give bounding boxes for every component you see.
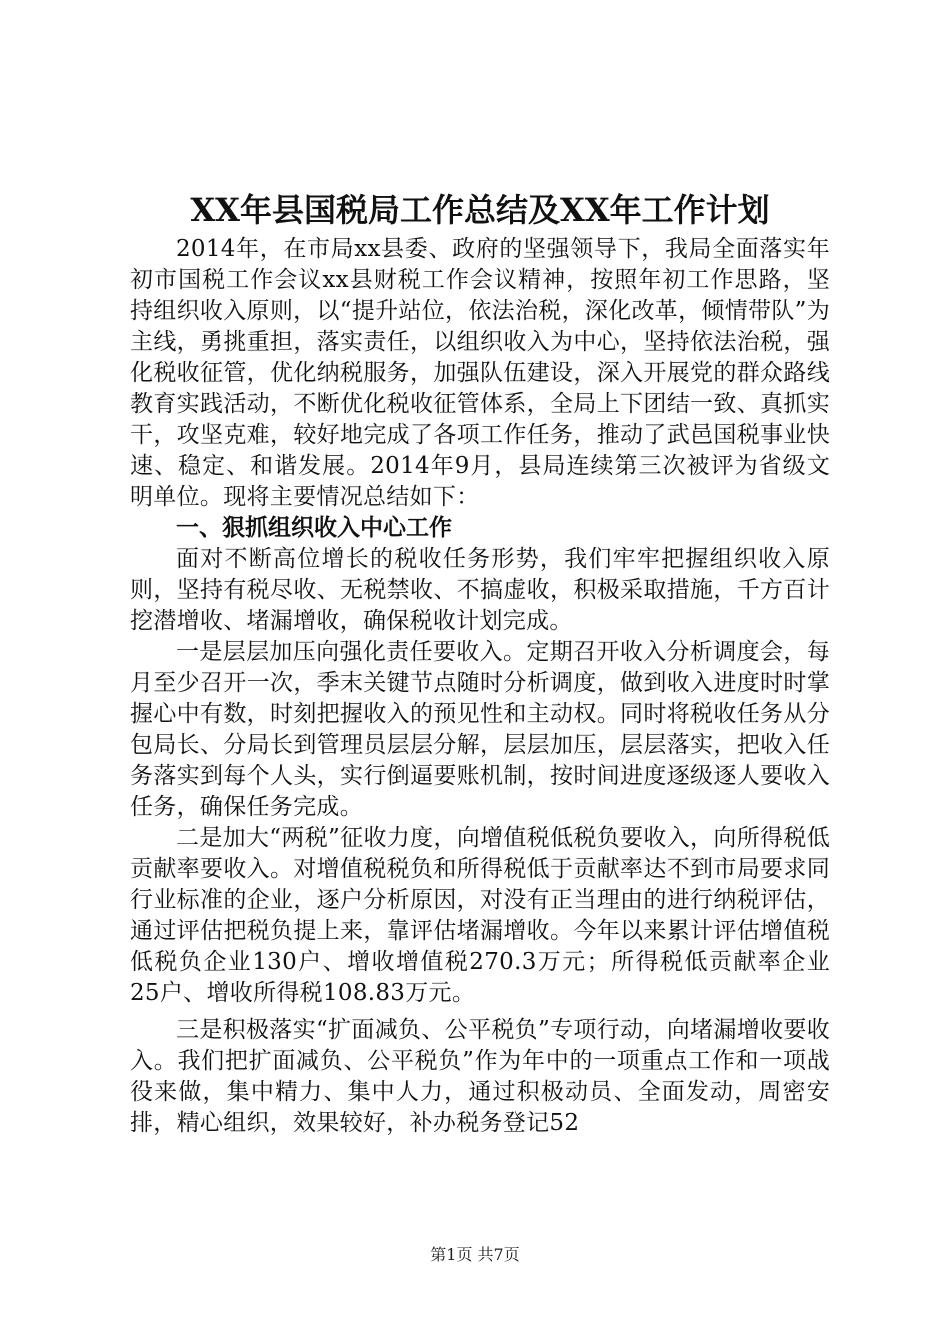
section-paragraph-1: 面对不断高位增长的税收任务形势，我们牢牢把握组织收入原则，坚持有税尽收、无税禁收、不搞虚收，积极采取措施，千方百计挖潜增收、堵漏增收，确保税收计划完成。	[130, 546, 830, 634]
page-footer: 第1页 共7页	[430, 1245, 520, 1264]
intro-paragraph: 2014年，在市局xx县委、政府的坚强领导下，我局全面落实年初市国税工作会议xx县财税工作会议精神，按照年初工作思路，坚持组织收入原则，以“提升站位，依法治税，深化改革，倾情带队”为主线，勇挑重担，落实责任，以组织收入为中心，坚持依法治税，强化税收征管，优化纳税服务，加强队伍建设，深入开展党的群众路线教育实践活动，不断优化税收征管体系，全局上下团结一致、真抓实干，攻坚克难，较好地完成了各项工作任务，推动了武邑国税事业快速、稳定、和谐发展。2014年9月，县局连续第三次被评为省级文明单位。现将主要情况总结如下：	[130, 236, 830, 510]
document-title: XX年县国税局工作总结及XX年工作计划	[190, 191, 770, 229]
section-heading: 一、狠抓组织收入中心工作	[176, 515, 452, 541]
section-paragraph-4: 三是积极落实“扩面减负、公平税负”专项行动，向堵漏增收要收入。我们把扩面减负、公平税负”作为年中的一项重点工作和一项战役来做，集中精力、集中人力，通过积极动员、全面发动，周密安排，精心组织，效果较好，补办税务登记52	[130, 1017, 830, 1136]
section-paragraph-2: 一是层层加压向强化责任要收入。定期召开收入分析调度会，每月至少召开一次，季末关键节点随时分析调度，做到收入进度时时掌握心中有数，时刻把握收入的预见性和主动权。同时将税收任务从分包局长、分局长到管理员层层分解，层层加压，层层落实，把收入任务落实到每个人头，实行倒逼要账机制，按时间进度逐级逐人要收入任务，确保任务完成。	[130, 639, 830, 820]
document-body	[130, 186, 830, 1139]
section-paragraph-3: 二是加大“两税”征收力度，向增值税低税负要收入，向所得税低贡献率要收入。对增值税税负和所得税低于贡献率达不到市局要求同行业标准的企业，逐户分析原因，对没有正当理由的进行纳税评估，通过评估把税负提上来，靠评估堵漏增收。今年以来累计评估增值税低税负企业130户、增收增值税270.3万元；所得税低贡献率企业25户、增收所得税108.83万元。	[130, 825, 830, 1006]
